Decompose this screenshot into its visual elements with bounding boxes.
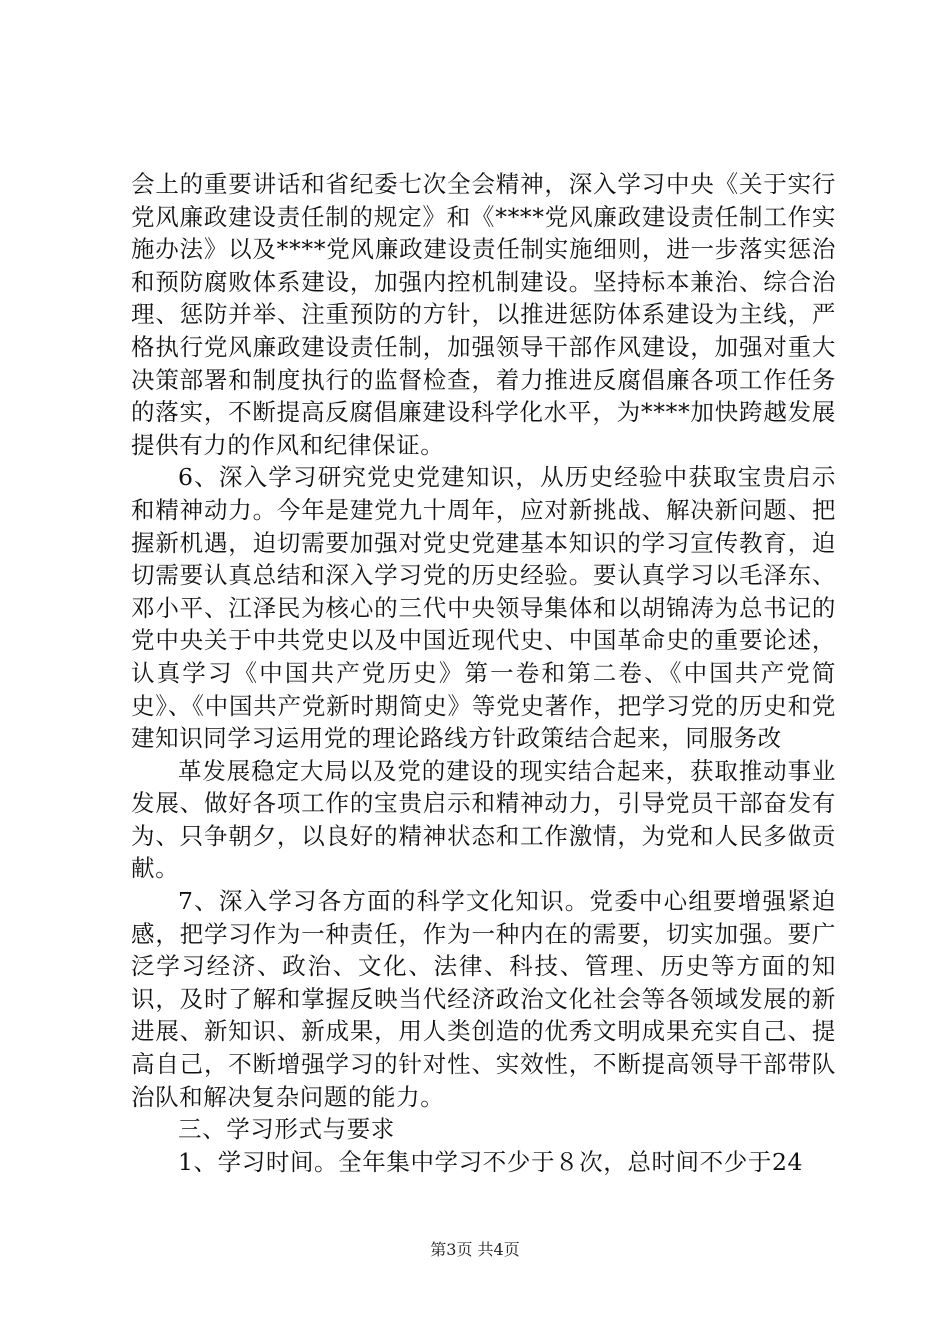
document-body xyxy=(131,168,836,1178)
paragraph-continuation: 会上的重要讲话和省纪委七次全会精神，深入学习中央《关于实行党风廉政建设责任制的规定》和《****党风廉政建设责任制工作实施办法》以及****党风廉政建设责任制实施细则，进一步落实惩治和预防腐败体系建设，加强内控机制建设。坚持标本兼治、综合治理、惩防并举、注重预防的方针，以推进惩防体系建设为主线，严格执行党风廉政建设责任制，加强领导干部作风建设，加强对重大决策部署和制度执行的监督检查，着力推进反腐倡廉各项工作任务的落实，不断提高反腐倡廉建设科学化水平，为****加快跨越发展提供有力的作风和纪律保证。 xyxy=(131,170,836,459)
paragraph-item-6-continued: 革发展稳定大局以及党的建设的现实结合起来，获取推动事业发展、做好各项工作的宝贵启示和精神动力，引导党员干部奋发有为、只争朝夕，以良好的精神状态和工作激情，为党和人民多做贡献。 xyxy=(131,756,836,883)
page-number-footer: 第3页 共4页 xyxy=(430,1240,520,1259)
section-heading: 三、学习形式与要求 xyxy=(178,1115,395,1144)
paragraph-item-7: 7、深入学习各方面的科学文化知识。党委中心组要增强紧迫感，把学习作为一种责任，作为一种内在的需要，切实加强。要广泛学习经济、政治、文化、法律、科技、管理、历史等方面的知识，及时了解和掌握反映当代经济政治文化社会等各领域发展的新进展、新知识、新成果，用人类创造的优秀文明成果充实自己、提高自己，不断增强学习的针对性、实效性，不断提高领导干部带队治队和解决复杂问题的能力。 xyxy=(131,887,836,1111)
paragraph-study-time: 1、学习时间。全年集中学习不少于８次，总时间不少于24 xyxy=(178,1147,804,1176)
paragraph-item-6: 6、深入学习研究党史党建知识，从历史经验中获取宝贵启示和精神动力。今年是建党九十周年，应对新挑战、解决新问题、把握新机遇，迫切需要加强对党史党建基本知识的学习宣传教育，迫切需要认真总结和深入学习党的历史经验。要认真学习以毛泽东、邓小平、江泽民为核心的三代中央领导集体和以胡锦涛为总书记的党中央关于中共党史以及中国近现代史、中国革命史的重要论述，认真学习《中国共产党历史》第一卷和第二卷、《中国共产党简史》、《中国共产党新时期简史》等党史著作，把学习党的历史和党建知识同学习运用党的理论路线方针政策结合起来，同服务改 xyxy=(131,463,836,753)
